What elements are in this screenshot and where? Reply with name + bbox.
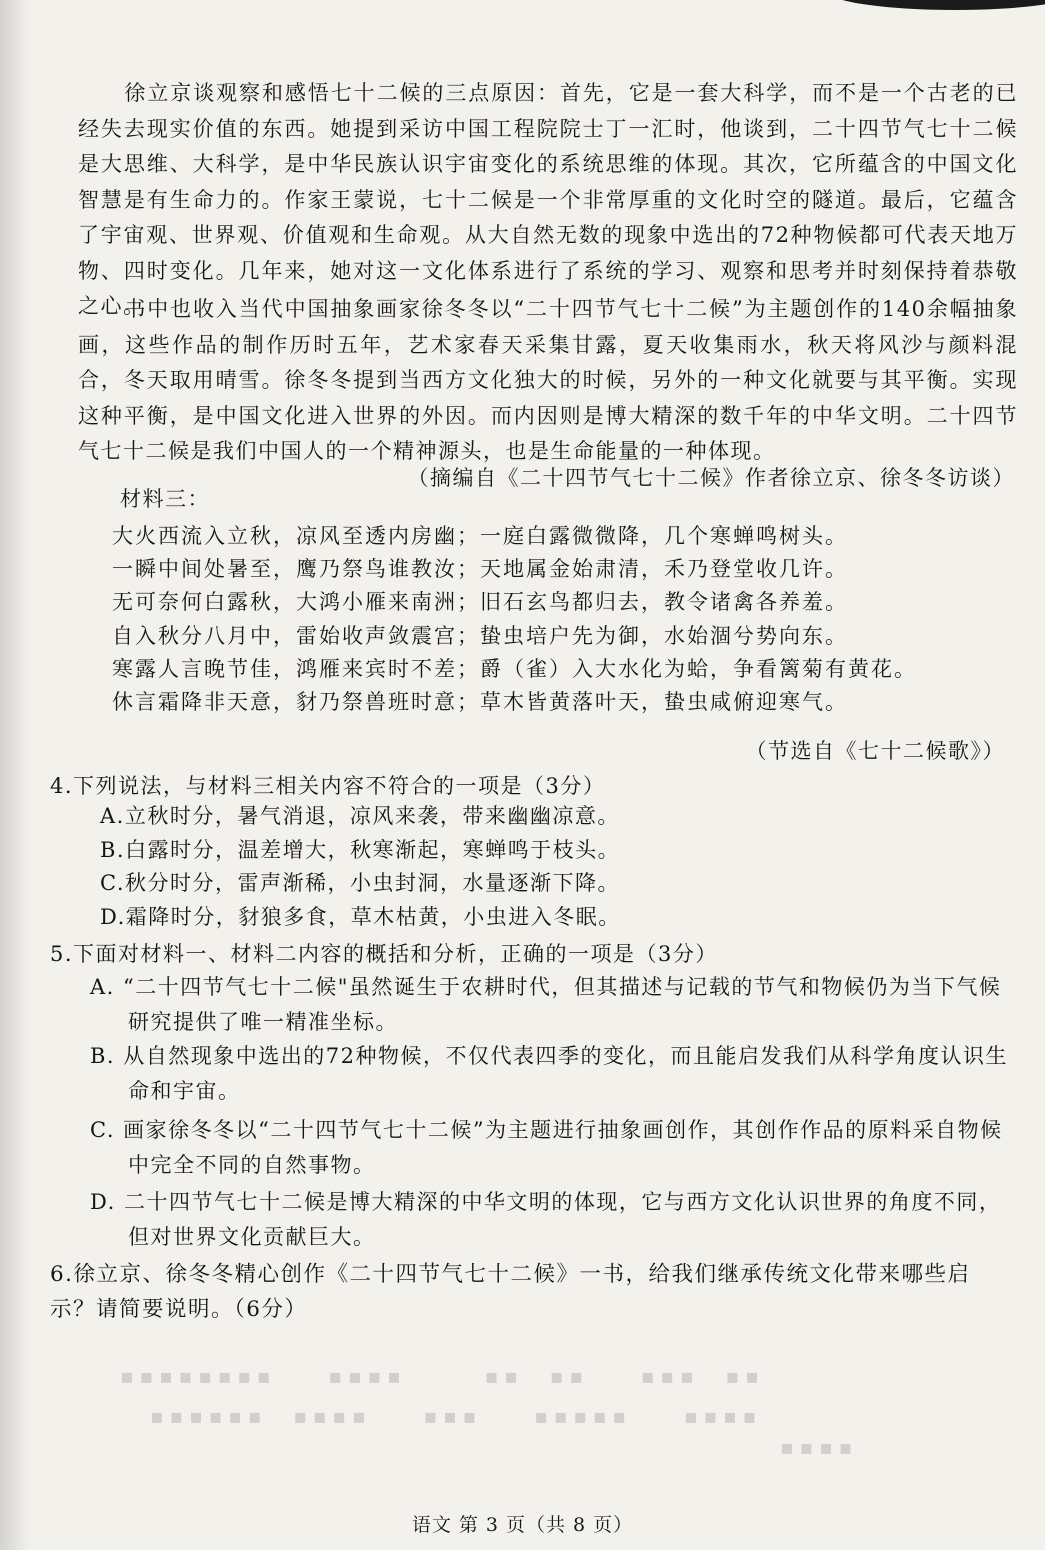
scan-corner-shadow	[825, 0, 1045, 10]
question-4-options	[100, 800, 621, 934]
material2-paragraph-2	[78, 292, 1018, 470]
poem-line: 大火西流入立秋，凉风至透内房幽；一庭白露微微降，几个寒蝉鸣树头。	[112, 524, 848, 548]
question-5-stem: 5.下面对材料一、材料二内容的概括和分析，正确的一项是（3分）	[50, 942, 718, 966]
question-4-option-b: B.白露时分，温差增大，秋寒渐起，寒蝉鸣于枝头。	[100, 837, 621, 862]
material2-source: （摘编自《二十四节气七十二候》作者徐立京、徐冬冬访谈）	[407, 466, 1015, 490]
bleed-through-text: ▪▪▪▪▪▪▪▪ ▪▪▪▪ ▪▪ ▪▪ ▪▪▪ ▪▪	[120, 1364, 765, 1388]
poem-line: 无可奈何白露秋，大鸿小雁来南洲；旧石玄鸟都归去，教令诸禽各养羞。	[112, 590, 848, 615]
poem-line: 自入秋分八月中，雷始收声敛震宫；蛰虫培户先为御，水始涸兮势向东。	[112, 623, 848, 648]
question-4-option-d: D.霜降时分，豺狼多食，草木枯黄，小虫进入冬眠。	[100, 904, 621, 929]
scan-edge-grain	[0, 0, 30, 1550]
poem-line: 休言霜降非天意，豺乃祭兽班时意；草木皆黄落叶天，蛰虫咸俯迎寒气。	[112, 690, 848, 715]
question-4-option-c: C.秋分时分，雷声渐稀，小虫封洞，水量逐渐下降。	[100, 871, 620, 895]
poem-line: 寒露人言晚节佳，鸿雁来宾时不差；爵（雀）入大水化为蛤，争看篱菊有黄花。	[112, 656, 917, 681]
bleed-through-text: ▪▪▪▪▪▪ ▪▪▪▪ ▪▪▪ ▪▪▪▪▪ ▪▪▪▪	[150, 1404, 763, 1428]
question-5-option-a: A. “二十四节气七十二候"虽然诞生于农耕时代，但其描述与记载的节气和物候仍为当下气候研究提供了唯一精准坐标。	[90, 975, 1002, 1034]
poem-line: 一瞬中间处暑至，鹰乃祭鸟谁教汝；天地属金始肃清，禾乃登堂收几许。	[112, 557, 848, 582]
bleed-through-text: ▪▪▪▪	[780, 1435, 859, 1459]
material2-paragraph-1-text: 徐立京谈观察和感悟七十二候的三点原因：首先，它是一套大科学，而不是一个古老的已经失去现实价值的东西。她提到采访中国工程院院士丁一汇时，他谈到，二十四节气七十二候是大思维、大科学，是中华民族认识宇宙变化的系统思维的体现。其次，它所蕴含的中国文化智慧是有生命力的。作家王蒙说，七十二候是一个非常厚重的文化时空的隧道。最后，它蕴含了宇宙观、世界观、价值观和生命观。从大自然无数的现象中选出的72种物候都可代表天地万物、四时变化。几年来，她对这一文化体系进行了系统的学习、观察和思考并时刻保持着恭敬之心。	[78, 81, 1018, 318]
question-5-option-c: C. 画家徐冬冬以“二十四节气七十二候”为主题进行抽象画创作，其创作作品的原料采自物候中完全不同的自然事物。	[90, 1118, 1003, 1177]
material3-source: （节选自《七十二候歌》）	[745, 739, 1005, 763]
question-6-stem: 6.徐立京、徐冬冬精心创作《二十四节气七十二候》一书，给我们继承传统文化带来哪些启示？请简要说明。（6分）	[50, 1262, 971, 1322]
question-4-option-a: A.立秋时分，暑气消退，凉风来袭，带来幽幽凉意。	[100, 804, 620, 828]
material2-paragraph-2-text: 书中也收入当代中国抽象画家徐冬冬以“二十四节气七十二候”为主题创作的140余幅抽象画，这些作品的制作历时五年，艺术家春天采集甘露，夏天收集雨水，秋天将风沙与颜料混合，冬天取用晴雪。徐冬冬提到当西方文化独大的时候，另外的一种文化就要与其平衡。实现这种平衡，是中国文化进入世界的外因。而内因则是博大精深的数千年的中华文明。二十四节气七十二候是我们中国人的一个精神源头，也是生命能量的一种体现。	[78, 297, 1018, 463]
page-footer: 语文 第 3 页（共 8 页）	[411, 1514, 634, 1536]
question-4-stem: 4.下列说法，与材料三相关内容不符合的一项是（3分）	[50, 774, 606, 798]
question-5-option-b: B. 从自然现象中选出的72种物候，不仅代表四季的变化，而且能启发我们从科学角度认识生命和宇宙。	[90, 1044, 1009, 1103]
material3-title: 材料三：	[120, 487, 210, 511]
material3-poem	[112, 520, 917, 719]
question-5-option-d: D. 二十四节气七十二候是博大精深的中华文明的体现，它与西方文化认识世界的角度不同，但对世界文化贡献巨大。	[90, 1190, 1002, 1249]
material2-paragraph-1	[78, 76, 1018, 325]
